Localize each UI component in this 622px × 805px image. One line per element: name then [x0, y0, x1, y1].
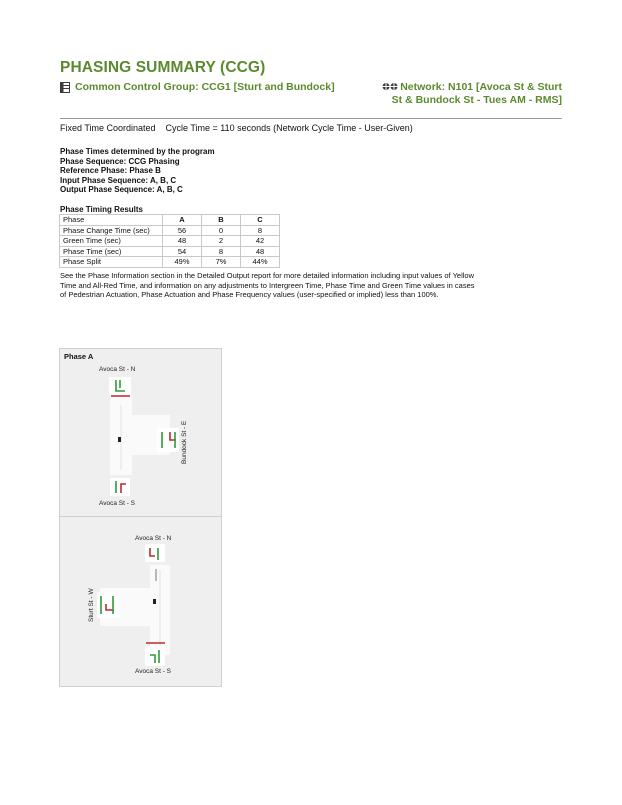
phase-info-line: Phase Times determined by the program — [60, 147, 215, 156]
table-header-cell: Phase — [60, 215, 163, 226]
table-cell: 42 — [241, 236, 280, 247]
bottom-west-movement-icon — [97, 592, 119, 618]
table-cell: 7% — [202, 257, 241, 268]
top-east-movement-icon — [157, 428, 179, 452]
table-cell: 49% — [163, 257, 202, 268]
network-label: Network: N101 [Avoca St & Sturt St & Bundock St - Tues AM - RMS] — [391, 81, 562, 106]
table-cell: 54 — [163, 246, 202, 257]
page-title: PHASING SUMMARY (CCG) — [60, 59, 266, 76]
median-marker — [153, 599, 156, 604]
table-cell: Phase Time (sec) — [60, 246, 163, 257]
median-marker — [118, 437, 121, 442]
bottom-south-movement-icon — [145, 646, 165, 666]
phase-info-line: Reference Phase: Phase B — [60, 166, 161, 176]
top-south-movement-icon — [110, 478, 130, 496]
table-cell: Phase Split — [60, 257, 163, 268]
table-cell: 56 — [163, 225, 202, 236]
top-north-movement-icon — [109, 377, 131, 395]
approach-label-south: Avoca St - S — [99, 500, 136, 507]
table-cell: 44% — [241, 257, 280, 268]
approach-label-south: Avoca St - S — [135, 668, 172, 675]
phase-info-line: Phase Sequence: CCG Phasing — [60, 156, 180, 166]
table-cell: 48 — [241, 246, 280, 257]
approach-label-north: Avoca St - N — [135, 535, 172, 542]
table-header-cell: B — [202, 215, 241, 226]
ccg-label: Common Control Group: CCG1 [Sturt and Bundock] — [75, 81, 335, 93]
table-cell: 2 — [202, 236, 241, 247]
approach-label-east: Bundock St - E — [181, 420, 188, 464]
table-cell: 8 — [202, 246, 241, 257]
note-paragraph: See the Phase Information section in the Detailed Output report for more detailed information including input values of Yellow Time and All-Red Time, and information on any adjustments to Intergreen Time, Phase Time and Green Time values in cases of Pedestrian Actuation, Phase Actuation and Phase Frequency values (user-specified or implied) less than 100%. — [60, 271, 475, 300]
bottom-north-movement-icon — [145, 544, 165, 562]
table-header-cell: C — [241, 215, 280, 226]
phase-info-line: Output Phase Sequence: A, B, C — [60, 185, 183, 195]
cycle-time: Cycle Time = 110 seconds (Network Cycle Time - User-Given) — [165, 123, 413, 133]
phase-info-line: Input Phase Sequence: A, B, C — [60, 175, 177, 185]
timing-title: Phase Timing Results — [60, 205, 143, 214]
table-cell: Green Time (sec) — [60, 236, 163, 247]
table-cell: Phase Change Time (sec) — [60, 225, 163, 236]
approach-label-west: Sturt St - W — [88, 588, 95, 622]
table-cell: 48 — [163, 236, 202, 247]
table-header-cell: A — [163, 215, 202, 226]
table-cell: 0 — [202, 225, 241, 236]
approach-label-north: Avoca St - N — [99, 366, 136, 373]
table-cell: 8 — [241, 225, 280, 236]
control-mode: Fixed Time Coordinated — [60, 123, 156, 133]
phase-a-label: Phase A — [64, 352, 94, 361]
